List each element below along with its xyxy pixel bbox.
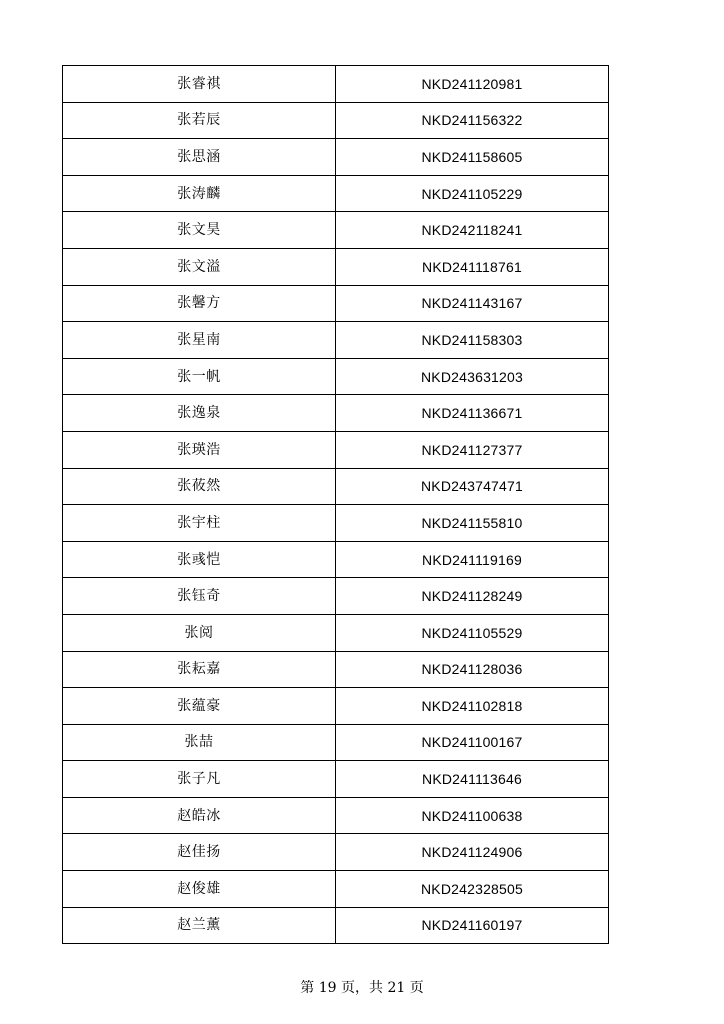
id-cell: NKD241120981 [336,66,609,103]
name-cell: 张一帆 [63,358,336,395]
name-cell: 张子凡 [63,761,336,798]
name-cell: 张喆 [63,724,336,761]
table-row [63,907,609,944]
id-cell: NKD243747471 [336,468,609,505]
page-number-footer: 第 19 页，共 21 页 [300,980,424,996]
id-cell: NKD241155810 [336,505,609,542]
id-cell: NKD241128249 [336,578,609,615]
id-cell: NKD241118761 [336,248,609,285]
table-row [63,175,609,212]
id-cell: NKD241105229 [336,175,609,212]
roster-table [62,65,609,944]
table-row [63,797,609,834]
roster-table-body [63,66,609,944]
name-cell: 张思涵 [63,139,336,176]
name-cell: 张阅 [63,614,336,651]
id-cell: NKD241113646 [336,761,609,798]
id-cell: NKD241156322 [336,102,609,139]
id-cell: NKD241127377 [336,431,609,468]
id-cell: NKD241160197 [336,907,609,944]
name-cell: 张耘嘉 [63,651,336,688]
id-cell: NKD241136671 [336,395,609,432]
id-cell: NKD241158605 [336,139,609,176]
id-cell: NKD241100638 [336,797,609,834]
name-cell: 张瑛浩 [63,431,336,468]
name-cell: 张睿祺 [63,66,336,103]
table-row [63,139,609,176]
table-row [63,358,609,395]
table-row [63,871,609,908]
id-cell: NKD241124906 [336,834,609,871]
table-row [63,761,609,798]
id-cell: NKD241102818 [336,688,609,725]
table-row [63,431,609,468]
name-cell: 张蕴豪 [63,688,336,725]
table-row [63,688,609,725]
name-cell: 张涛麟 [63,175,336,212]
table-row [63,248,609,285]
name-cell: 张星南 [63,322,336,359]
name-cell: 张宇柱 [63,505,336,542]
name-cell: 张馨方 [63,285,336,322]
id-cell: NKD241143167 [336,285,609,322]
table-row [63,66,609,103]
id-cell: NKD243631203 [336,358,609,395]
name-cell: 赵兰薰 [63,907,336,944]
table-row [63,651,609,688]
name-cell: 张莜然 [63,468,336,505]
name-cell: 赵俊雄 [63,871,336,908]
name-cell: 张彧恺 [63,541,336,578]
table-row [63,834,609,871]
name-cell: 张文昊 [63,212,336,249]
name-cell: 张钰奇 [63,578,336,615]
table-row [63,614,609,651]
table-row [63,578,609,615]
id-cell: NKD241128036 [336,651,609,688]
id-cell: NKD241119169 [336,541,609,578]
table-row [63,395,609,432]
id-cell: NKD241105529 [336,614,609,651]
table-row [63,541,609,578]
table-row [63,212,609,249]
table-row [63,322,609,359]
table-row [63,285,609,322]
name-cell: 赵皓冰 [63,797,336,834]
name-cell: 张文溢 [63,248,336,285]
table-row [63,102,609,139]
table-row [63,468,609,505]
id-cell: NKD242328505 [336,871,609,908]
name-cell: 赵佳扬 [63,834,336,871]
id-cell: NKD241158303 [336,322,609,359]
name-cell: 张若辰 [63,102,336,139]
table-row [63,505,609,542]
name-cell: 张逸泉 [63,395,336,432]
id-cell: NKD241100167 [336,724,609,761]
table-row [63,724,609,761]
id-cell: NKD242118241 [336,212,609,249]
